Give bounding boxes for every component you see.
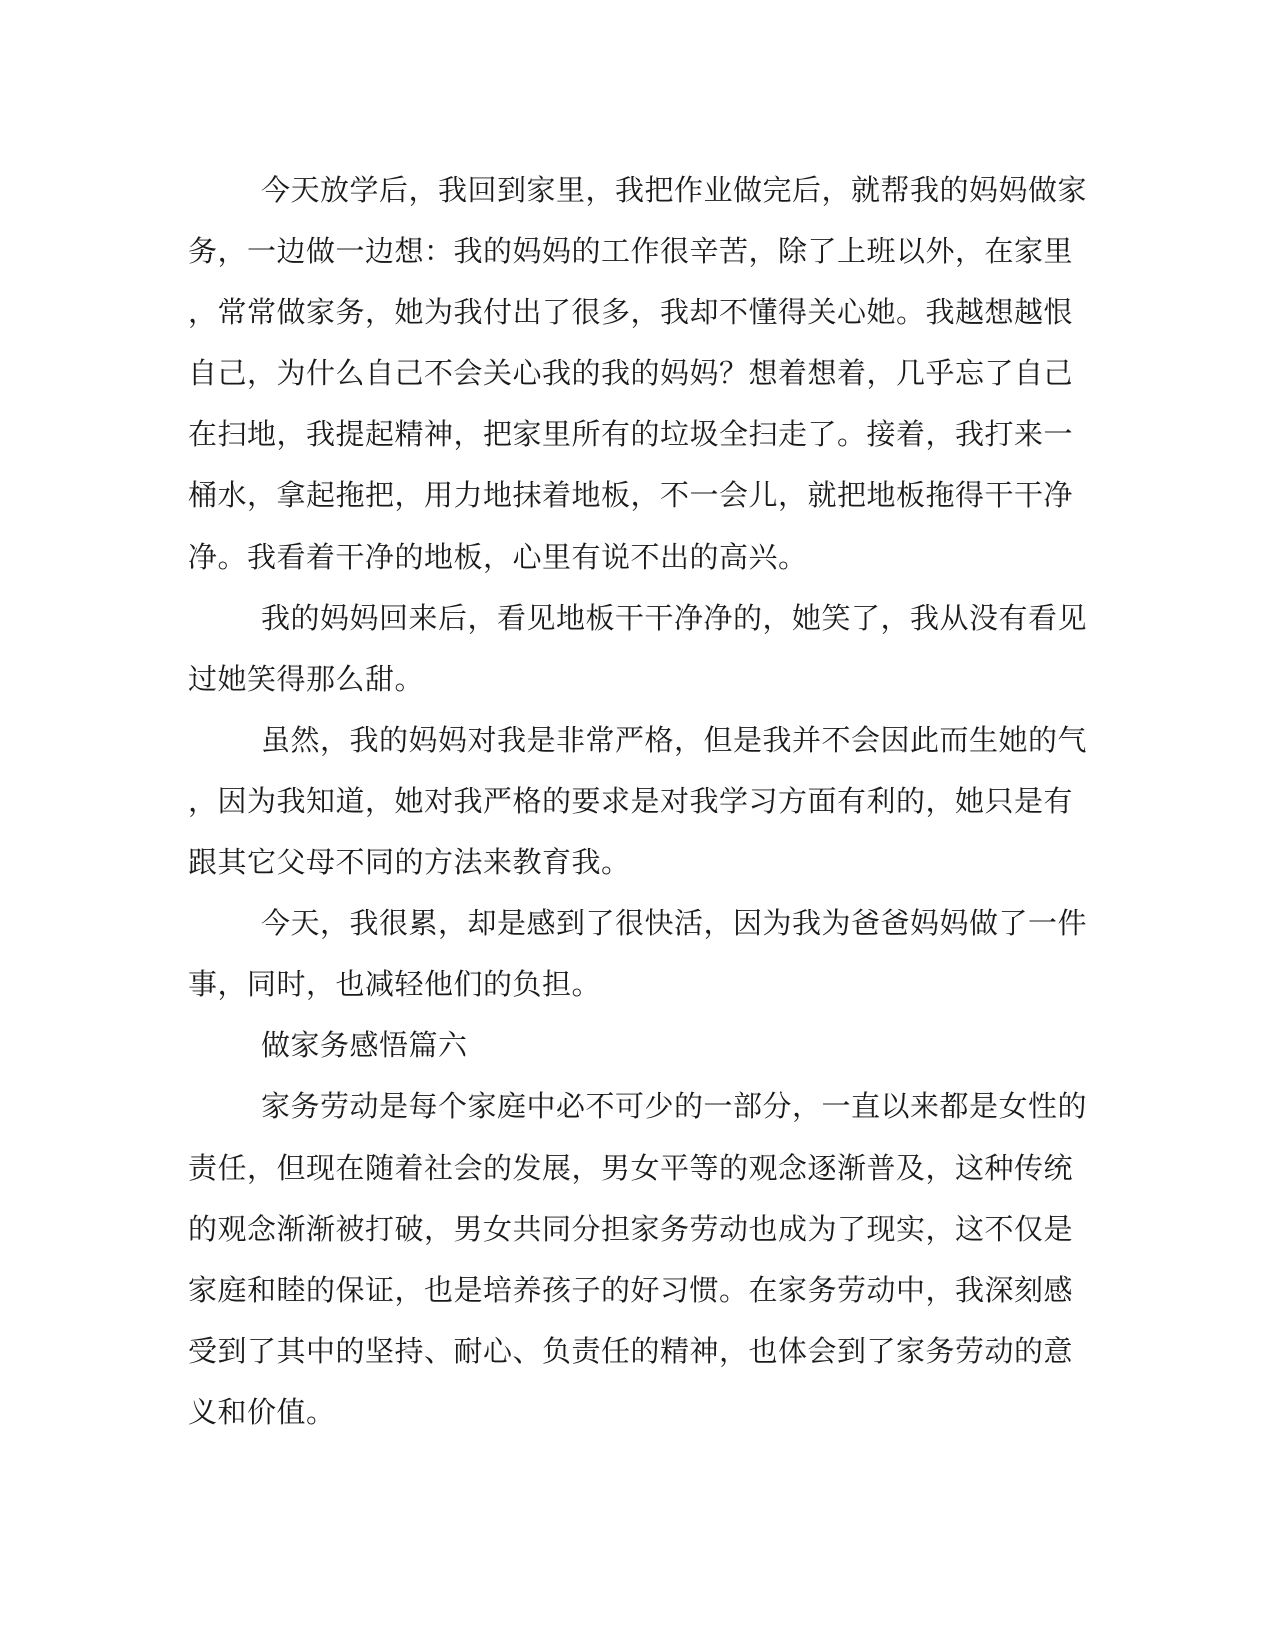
- text-line: ，常常做家务，她为我付出了很多，我却不懂得关心她。我越想越恨: [188, 295, 1074, 330]
- text-line: 跟其它父母不同的方法来教育我。: [188, 845, 631, 880]
- paragraph-first-line: 家务劳动是每个家庭中必不可少的一部分，一直以来都是女性的: [261, 1089, 1088, 1124]
- paragraph-first-line: 我的妈妈回来后，看见地板干干净净的，她笑了，我从没有看见: [261, 600, 1088, 635]
- text-line: 自己，为什么自己不会关心我的我的妈妈？想着想着，几乎忘了自己: [188, 356, 1074, 391]
- paragraph-first-line: 虽然，我的妈妈对我是非常严格，但是我并不会因此而生她的气: [261, 722, 1088, 757]
- text-line: 净。我看着干净的地板，心里有说不出的高兴。: [188, 539, 808, 574]
- text-line: 过她笑得那么甜。: [188, 661, 425, 696]
- text-line: 务，一边做一边想：我的妈妈的工作很辛苦，除了上班以外，在家里: [188, 234, 1074, 269]
- document-body: [188, 160, 1088, 1443]
- text-line: ，因为我知道，她对我严格的要求是对我学习方面有利的，她只是有: [188, 783, 1074, 818]
- text-line: 责任，但现在随着社会的发展，男女平等的观念逐渐普及，这种传统: [188, 1150, 1074, 1185]
- text-line: 义和价值。: [188, 1394, 336, 1429]
- text-line: 事，同时，也减轻他们的负担。: [188, 967, 602, 1002]
- text-line: 桶水，拿起拖把，用力地抹着地板，不一会儿，就把地板拖得干干净: [188, 478, 1074, 513]
- paragraph-first-line: 今天放学后，我回到家里，我把作业做完后，就帮我的妈妈做家: [261, 173, 1088, 207]
- paragraph-first-line: 今天，我很累，却是感到了很快活，因为我为爸爸妈妈做了一件: [261, 906, 1088, 941]
- text-line: 的观念渐渐被打破，男女共同分担家务劳动也成为了现实，这不仅是: [188, 1211, 1074, 1246]
- text-line: 家庭和睦的保证，也是培养孩子的好习惯。在家务劳动中，我深刻感: [188, 1272, 1074, 1307]
- text-line: 受到了其中的坚持、耐心、负责任的精神，也体会到了家务劳动的意: [188, 1333, 1074, 1368]
- paragraph-first-line: 做家务感悟篇六: [261, 1028, 468, 1063]
- text-line: 在扫地，我提起精神，把家里所有的垃圾全扫走了。接着，我打来一: [188, 417, 1074, 452]
